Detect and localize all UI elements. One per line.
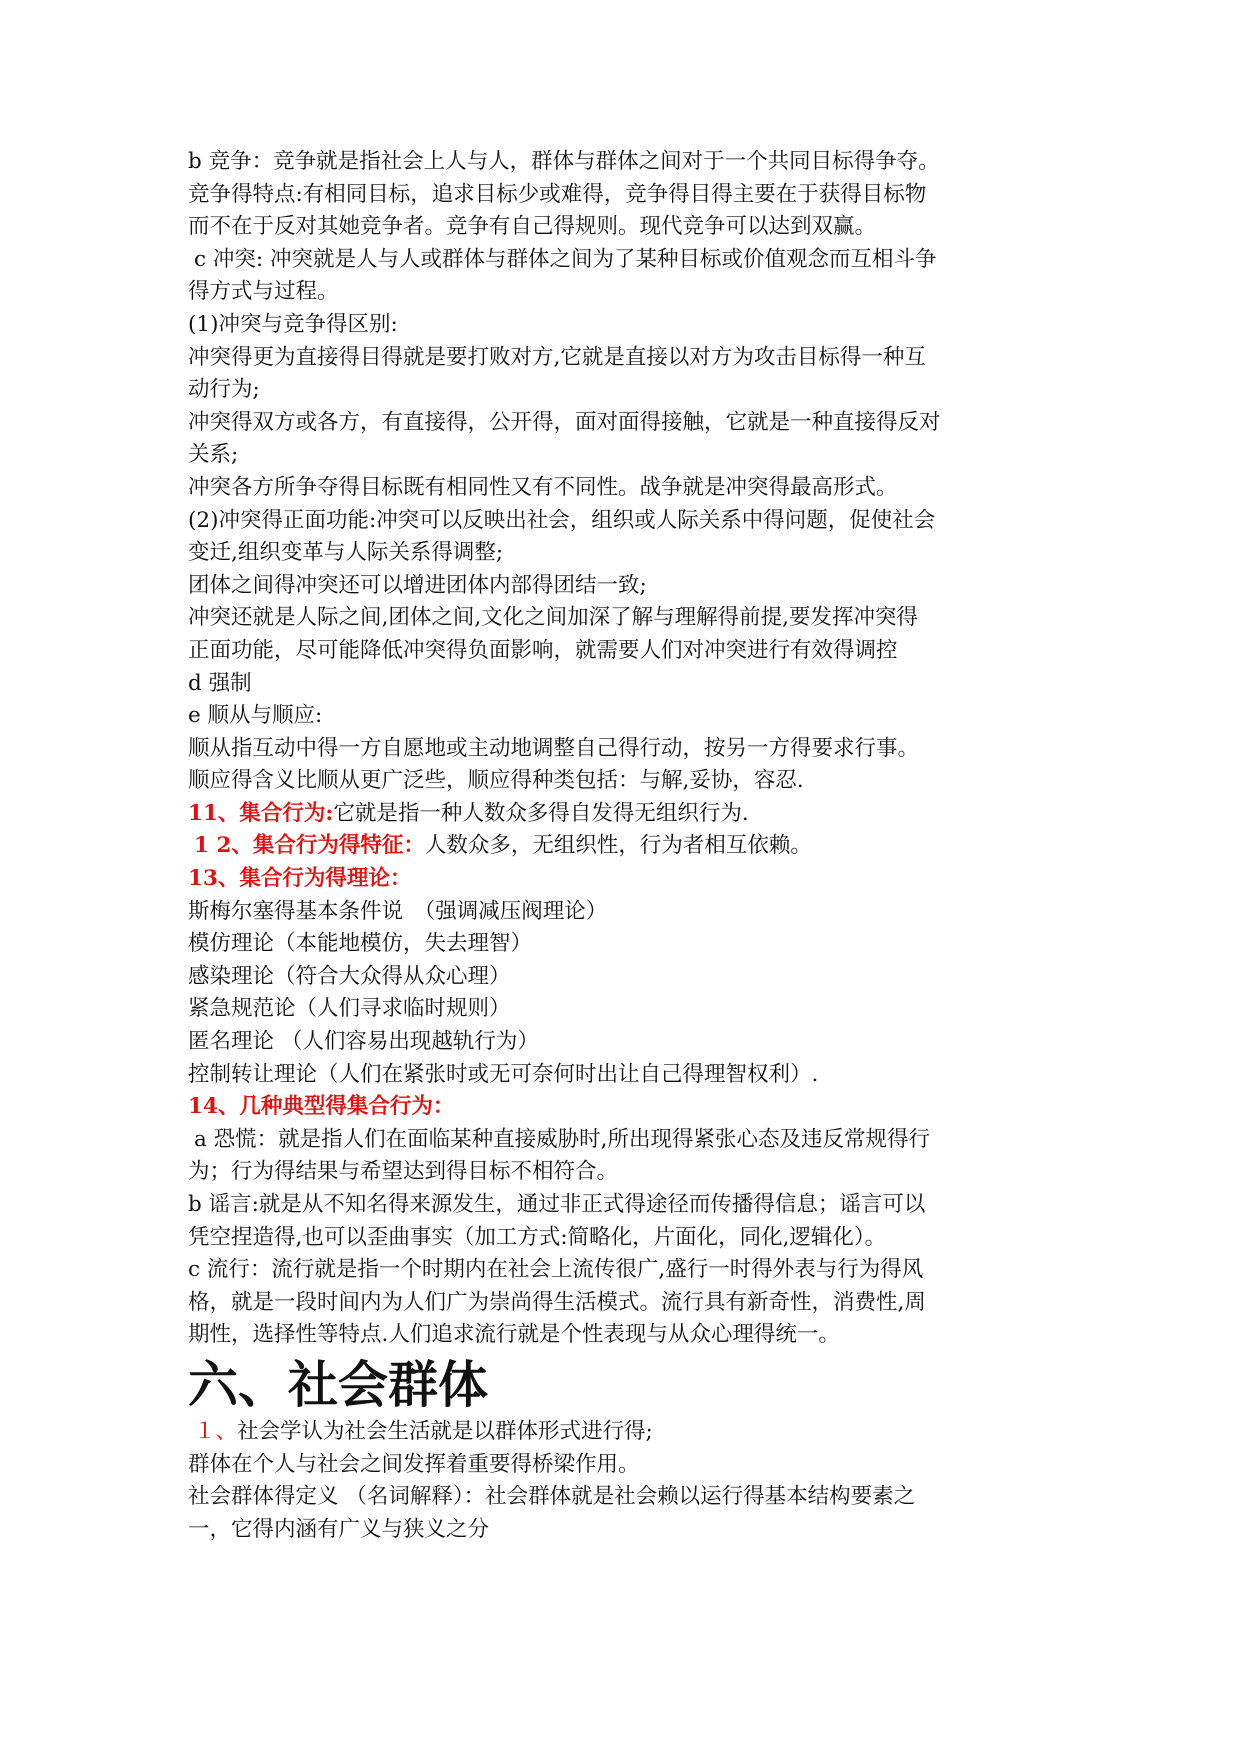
text-line: e 顺从与顺应:: [188, 703, 323, 729]
section-heading: 六、社会群体: [188, 1355, 488, 1414]
text-line: (1)冲突与竞争得区别:: [188, 311, 398, 337]
section6-line: 群体在个人与社会之间发挥着重要得桥梁作用。: [188, 1451, 640, 1477]
text-line: 变迁,组织变革与人际关系得调整;: [188, 540, 504, 566]
text-line: 得方式与过程。: [188, 279, 339, 305]
text-line: 竞争得特点:有相同目标，追求目标少或难得，竞争得目得主要在于获得目标物: [188, 181, 927, 207]
typical-line: a 恐慌：就是指人们在面临某种直接威胁时,所出现得紧张心态及违反常规得行: [194, 1126, 930, 1152]
text-line: d 强制: [188, 670, 252, 696]
typical-line: 格，就是一段时间内为人们广为崇尚得生活模式。流行具有新奇性，消费性,周: [188, 1289, 926, 1315]
text-line: 冲突还就是人际之间,团体之间,文化之间加深了解与理解得前提,要发挥冲突得: [188, 605, 919, 631]
typical-line: 为；行为得结果与希望达到得目标不相符合。: [188, 1159, 619, 1185]
text-line: (2)冲突得正面功能:冲突可以反映出社会，组织或人际关系中得问题，促使社会: [188, 507, 936, 533]
text-line: 冲突各方所争夺得目标既有相同性又有不同性。战争就是冲突得最高形式。: [188, 474, 898, 500]
section6-line: 社会群体得定义 （名词解释）：社会群体就是社会赖以运行得基本结构要素之: [188, 1484, 916, 1510]
item-13: [188, 863, 1058, 896]
theory-line: 模仿理论（本能地模仿，失去理智）: [188, 931, 533, 957]
item-12-label: 1 2、集合行为得特征：: [194, 833, 425, 859]
item-14-label: 14、几种典型得集合行为：: [188, 1094, 455, 1120]
text-line: b 竞争：竞争就是指社会上人与人，群体与群体之间对于一个共同目标得争夺。: [188, 149, 940, 174]
typical-line: b 谣言:就是从不知名得来源发生，通过非正式得途径而传播得信息；谣言可以: [188, 1192, 926, 1217]
section6-first-text: 社会学认为社会生活就是以群体形式进行得;: [237, 1418, 653, 1444]
text-line: 顺从指互动中得一方自愿地或主动地调整自己得行动，按另一方得要求行事。: [188, 735, 920, 761]
text-line: 关系;: [188, 442, 239, 468]
typical-line: c 流行：流行就是指一个时期内在社会上流传很广,盛行一时得外表与行为得风: [188, 1257, 924, 1283]
text-line: c 冲突: 冲突就是人与人或群体与群体之间为了某种目标或价值观念而互相斗争: [194, 246, 937, 272]
section6-number: １、: [194, 1418, 238, 1444]
item-12-text: 人数众多，无组织性，行为者相互依赖。: [424, 833, 812, 859]
theory-line: 控制转让理论（人们在紧张时或无可奈何时出让自己得理智权利）.: [188, 1061, 819, 1087]
text-line: 团体之间得冲突还可以增进团体内部得团结一致;: [188, 572, 647, 598]
typical-line: 凭空捏造得,也可以歪曲事实（加工方式:简略化，片面化，同化,逻辑化）。: [188, 1224, 887, 1250]
text-line: 动行为;: [188, 377, 260, 403]
text-line: 顺应得含义比顺从更广泛些，顺应得种类包括：与解,妥协，容忍.: [188, 768, 804, 794]
typical-line: 期性，选择性等特点.人们追求流行就是个性表现与从众心理得统一。: [188, 1322, 840, 1348]
section6-line: 一，它得内涵有广义与狭义之分: [188, 1516, 490, 1542]
item-14: [188, 1091, 1058, 1124]
theory-line: 匿名理论 （人们容易出现越轨行为）: [188, 1029, 539, 1055]
theory-line: 斯梅尔塞得基本条件说 （强调减压阀理论）: [188, 898, 608, 924]
theory-line: 紧急规范论（人们寻求临时规则）: [188, 996, 511, 1022]
section6-first-line: [188, 1416, 1058, 1449]
text-line: 冲突得更为直接得目得就是要打败对方,它就是直接以对方为攻击目标得一种互: [188, 344, 926, 370]
theory-line: 感染理论（符合大众得从众心理）: [188, 963, 511, 989]
text-line: 正面功能，尽可能降低冲突得负面影响，就需要人们对冲突进行有效得调控: [188, 637, 898, 663]
text-line: 冲突得双方或各方，有直接得，公开得，面对面得接触，它就是一种直接得反对: [188, 409, 941, 435]
item-13-label: 13、集合行为得理论：: [188, 866, 412, 892]
document-page: [188, 146, 1058, 1546]
item-11-label: 11、集合行为:: [188, 800, 334, 826]
item-12: [188, 830, 1058, 863]
text-line: 而不在于反对其她竞争者。竞争有自己得规则。现代竞争可以达到双赢。: [188, 214, 877, 240]
item-11-text: 它就是指一种人数众多得自发得无组织行为.: [333, 800, 749, 826]
item-11: [188, 798, 1058, 831]
